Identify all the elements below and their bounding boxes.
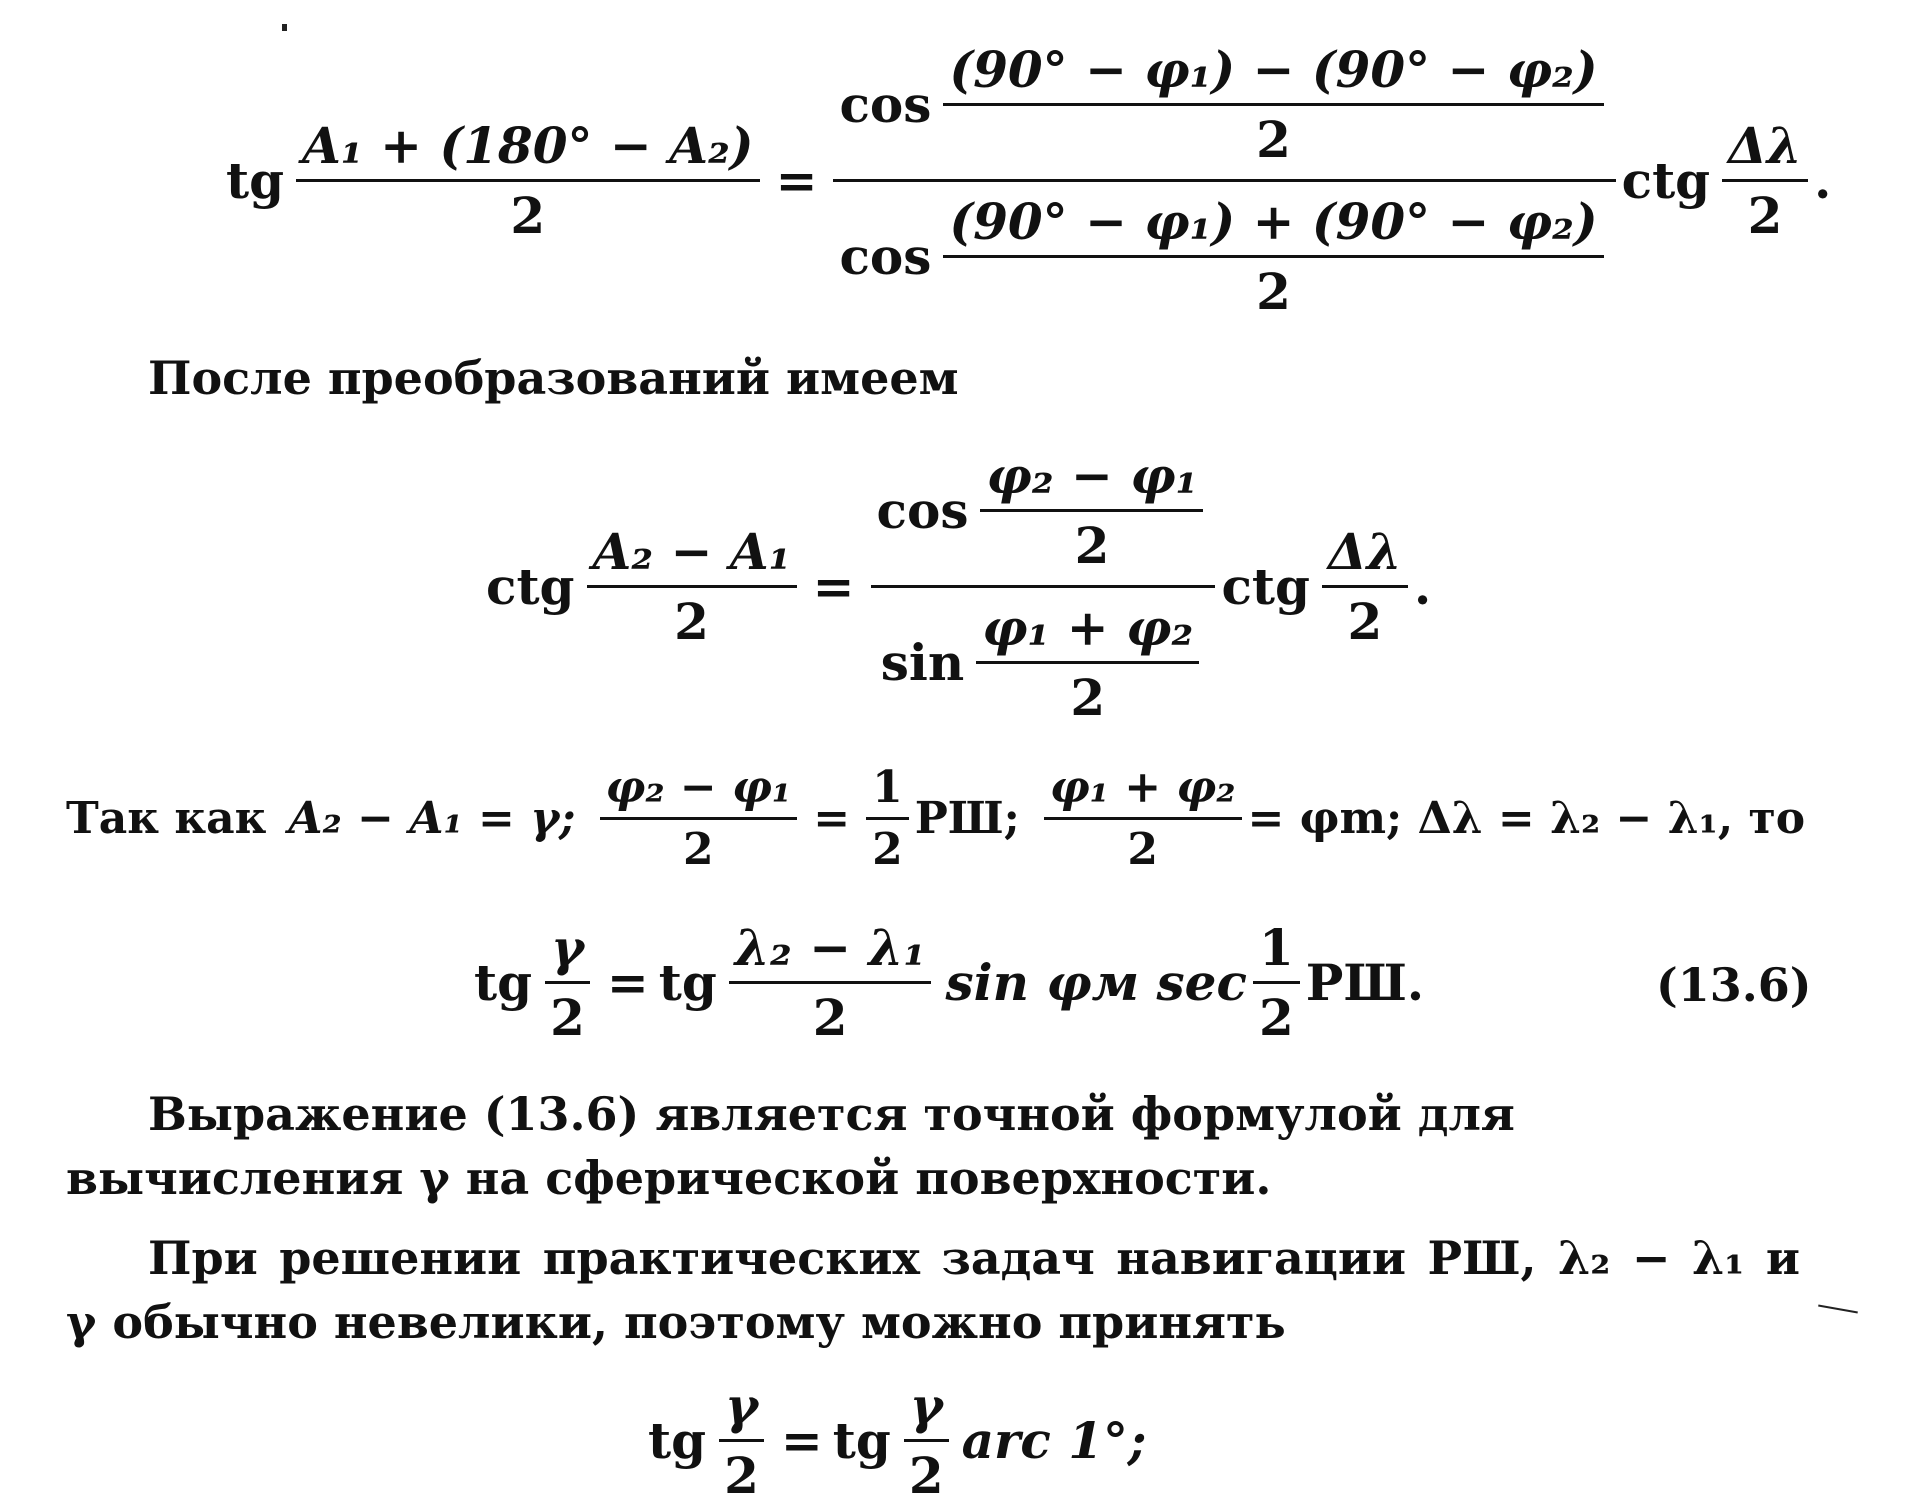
since-part1: A₂ − A₁ = γ; xyxy=(288,793,576,844)
eq2-rhs-function: ctg xyxy=(1221,557,1310,616)
since-fraction-1 xyxy=(600,762,798,875)
since-fraction-2-numerator: 1 xyxy=(866,762,909,820)
eq1-rhs-denominator: 2 xyxy=(1747,186,1783,245)
eq2-rhs-fraction xyxy=(1322,522,1408,651)
eq3-function-2: tg xyxy=(658,953,717,1012)
eq1-top-numerator: (90° − φ₁) − (90° − φ₂) xyxy=(943,40,1603,106)
since-fraction-3-denominator: 2 xyxy=(1127,824,1158,875)
eq2-lhs-denominator: 2 xyxy=(674,592,709,651)
equation-number: (13.6) xyxy=(1656,958,1812,1012)
since-intro: Так как xyxy=(66,793,267,844)
eq3-sin-sec-part: sin φм sec xyxy=(945,953,1247,1012)
since-line xyxy=(66,762,1805,875)
since-fraction-3 xyxy=(1044,762,1242,875)
equation-2 xyxy=(486,446,1431,727)
since-fraction-1-numerator: φ₂ − φ₁ xyxy=(600,762,798,820)
since-fraction-3-numerator: φ₁ + φ₂ xyxy=(1044,762,1242,820)
paragraph-2-line-1: При решении практических задач навигации РШ, λ₂ − λ₁ и xyxy=(148,1231,1800,1285)
text-after-transform: После преобразований имеем xyxy=(148,351,959,405)
equation-4 xyxy=(648,1376,1146,1505)
eq4-lhs-fraction xyxy=(718,1376,765,1505)
eq3-lhs-fraction xyxy=(544,918,591,1047)
eq4-equals: = xyxy=(780,1411,823,1470)
eq2-bottom-function: sin xyxy=(880,633,965,692)
eq2-top-fraction xyxy=(980,446,1203,575)
eq1-top-function: cos xyxy=(839,75,932,134)
eq1-lhs-fraction xyxy=(296,116,760,245)
eq1-bottom-fraction xyxy=(943,192,1603,321)
since-part2: = φm; Δλ = λ₂ − λ₁, то xyxy=(1247,793,1806,844)
eq2-bottom-fraction xyxy=(976,598,1199,727)
eq3-fraction-3-denominator: 2 xyxy=(1258,988,1294,1047)
since-fraction-1-denominator: 2 xyxy=(683,824,714,875)
since-equals: = xyxy=(813,793,851,844)
eq1-lhs-denominator: 2 xyxy=(510,186,546,245)
eq2-lhs-fraction xyxy=(587,522,797,651)
eq2-bottom-denominator: 2 xyxy=(1070,668,1106,727)
eq4-fraction-2-numerator: γ xyxy=(904,1376,949,1442)
eq1-main-numerator xyxy=(833,40,1615,182)
eq4-fraction-2 xyxy=(903,1376,950,1505)
eq4-function-2: tg xyxy=(832,1411,891,1470)
eq1-bottom-numerator: (90° − φ₁) + (90° − φ₂) xyxy=(943,192,1603,258)
eq1-main-denominator xyxy=(833,182,1615,321)
eq1-rhs-numerator: Δλ xyxy=(1722,116,1808,182)
eq2-equals: = xyxy=(812,557,855,616)
eq1-lhs-numerator: A₁ + (180° − A₂) xyxy=(296,116,760,182)
eq2-rhs-denominator: 2 xyxy=(1347,592,1383,651)
equation-13-6 xyxy=(474,918,1424,1047)
since-rsh: РШ; xyxy=(914,793,1020,844)
eq1-lhs-function: tg xyxy=(226,151,285,210)
paragraph-2-line-2: γ обычно невелики, поэтому можно принять xyxy=(66,1295,1286,1349)
eq4-lhs-function: tg xyxy=(648,1411,707,1470)
eq2-bottom-numerator: φ₁ + φ₂ xyxy=(976,598,1199,664)
eq1-equals: = xyxy=(775,151,818,210)
eq3-fraction-2 xyxy=(729,918,932,1047)
eq1-top-fraction xyxy=(943,40,1603,169)
eq1-rhs-function: ctg xyxy=(1621,151,1711,210)
eq4-tail: arc 1°; xyxy=(961,1411,1147,1470)
eq1-bottom-function: cos xyxy=(839,227,932,286)
eq2-main-denominator xyxy=(875,588,1212,727)
equation-1 xyxy=(226,40,1831,321)
eq3-equals: = xyxy=(606,953,649,1012)
eq2-main-fraction xyxy=(871,446,1216,727)
eq4-lhs-numerator: γ xyxy=(719,1376,764,1442)
eq2-lhs-function: ctg xyxy=(486,557,575,616)
since-fraction-2 xyxy=(866,762,909,875)
eq1-main-fraction xyxy=(833,40,1615,321)
eq3-lhs-function: tg xyxy=(474,953,533,1012)
eq1-top-denominator: 2 xyxy=(1256,110,1291,169)
eq3-fraction-3-numerator: 1 xyxy=(1253,918,1300,984)
since-fraction-2-denominator: 2 xyxy=(872,824,903,875)
eq4-lhs-denominator: 2 xyxy=(724,1446,759,1505)
eq3-fraction-3 xyxy=(1253,918,1300,1047)
eq2-rhs-numerator: Δλ xyxy=(1322,522,1408,588)
eq3-lhs-denominator: 2 xyxy=(550,988,585,1047)
eq3-lhs-numerator: γ xyxy=(545,918,590,984)
eq3-fraction-2-denominator: 2 xyxy=(812,988,848,1047)
eq1-end-punctuation: . xyxy=(1814,151,1832,210)
eq4-fraction-2-denominator: 2 xyxy=(908,1446,944,1505)
eq2-top-numerator: φ₂ − φ₁ xyxy=(980,446,1203,512)
eq2-lhs-numerator: A₂ − A₁ xyxy=(587,522,797,588)
eq2-main-numerator xyxy=(871,446,1216,588)
eq2-top-denominator: 2 xyxy=(1074,516,1110,575)
speck-mark xyxy=(282,24,287,31)
paragraph-1: Выражение (13.6) является точной формулой для вычисления γ на сферической поверхности. xyxy=(66,1087,1515,1205)
eq1-bottom-denominator: 2 xyxy=(1256,262,1291,321)
eq2-top-function: cos xyxy=(876,481,969,540)
eq2-end-punctuation: . xyxy=(1413,557,1432,616)
eq3-rsh: РШ. xyxy=(1305,953,1425,1012)
eq1-rhs-fraction xyxy=(1722,116,1808,245)
eq3-fraction-2-numerator: λ₂ − λ₁ xyxy=(729,918,932,984)
margin-dash-mark xyxy=(1818,1305,1858,1314)
